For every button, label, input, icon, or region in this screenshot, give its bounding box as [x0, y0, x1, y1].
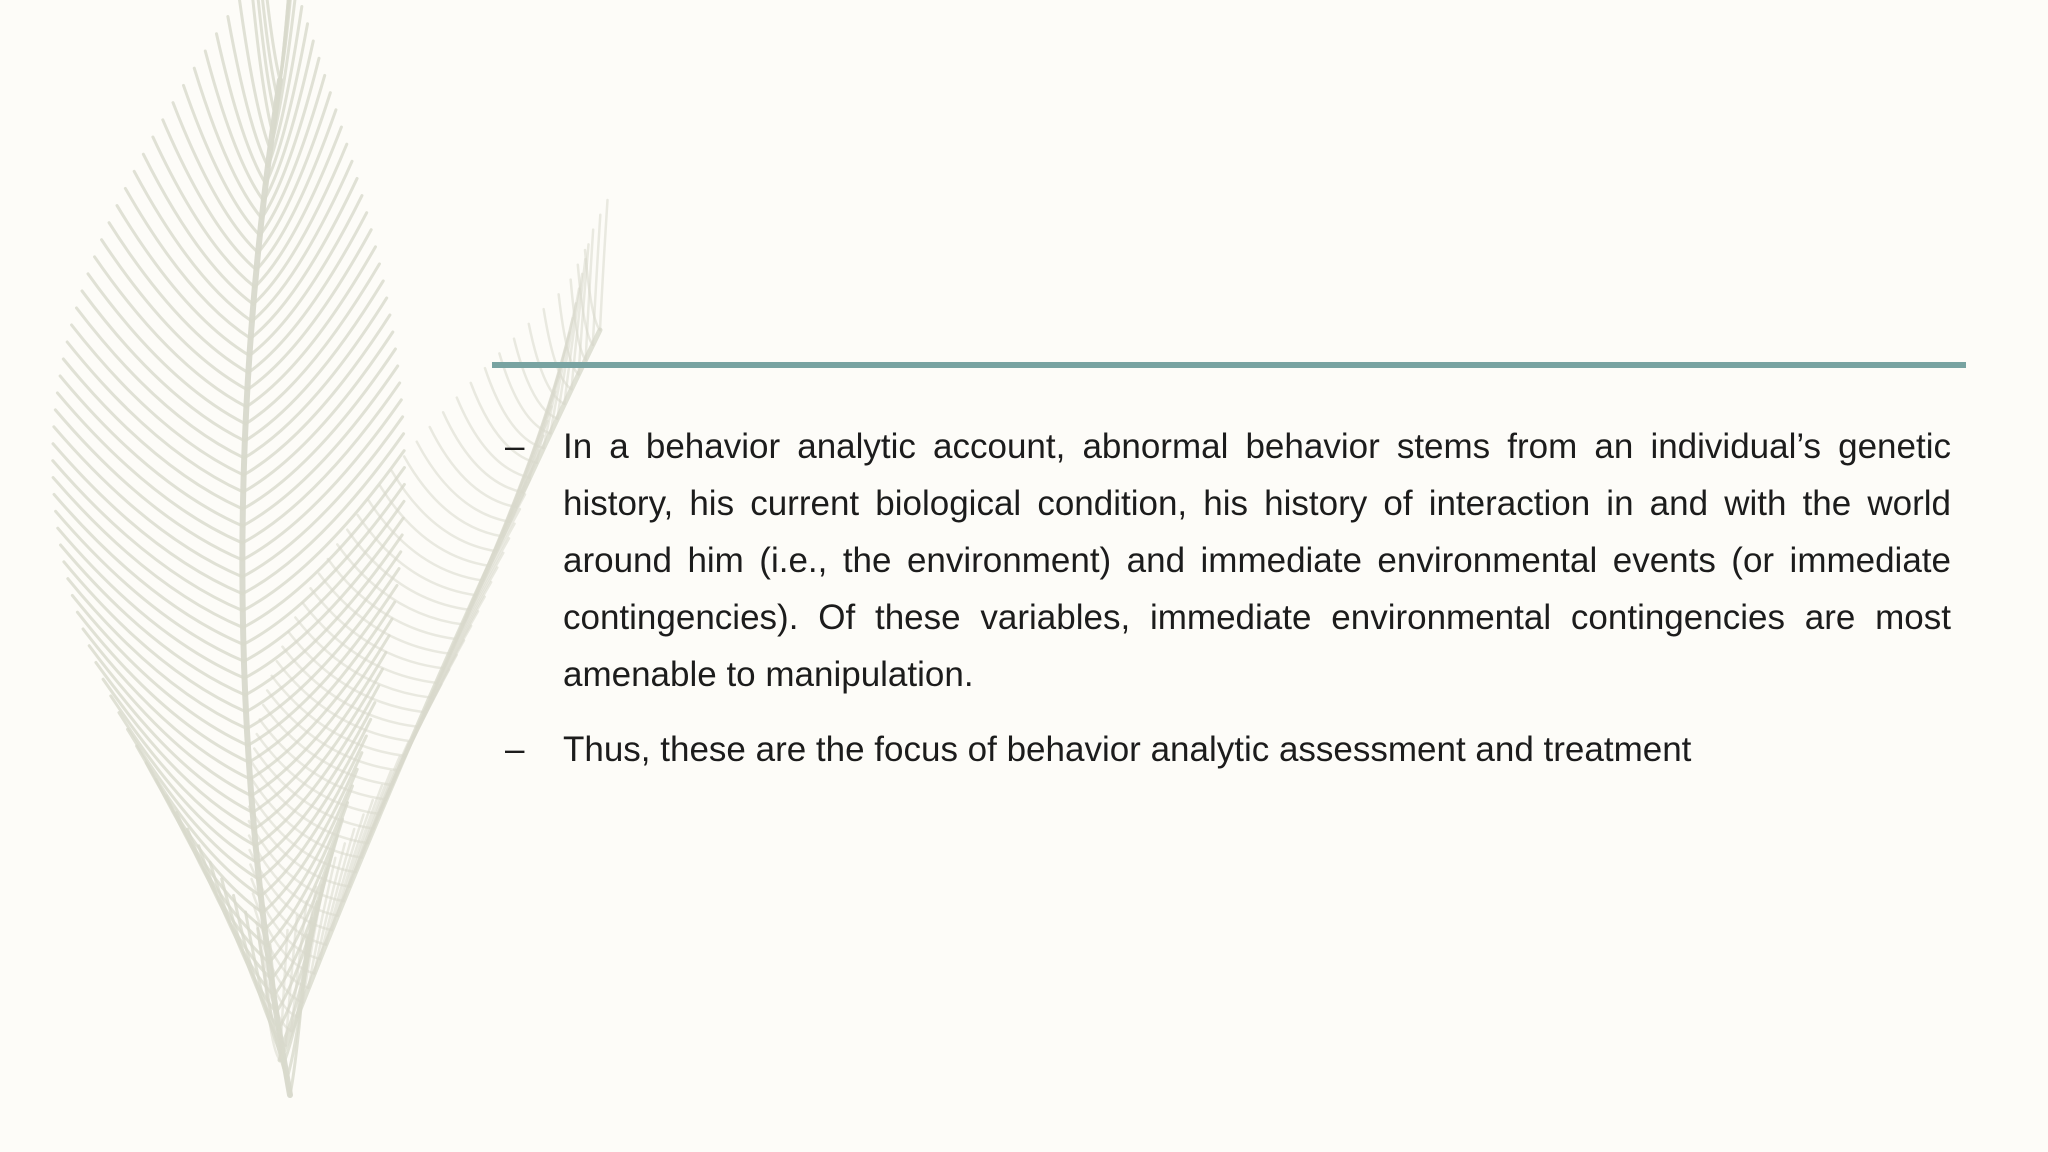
- title-divider: [492, 362, 1966, 368]
- bullet-item: [505, 418, 1951, 703]
- bullet-list: [505, 418, 1951, 796]
- bullet-marker: –: [505, 427, 525, 466]
- bullet-item: [505, 721, 1951, 778]
- bullet-marker: –: [505, 730, 525, 769]
- bullet-text: In a behavior analytic account, abnormal behavior stems from an individual’s genetic history, his current biological condition, his history of interaction in and with the world around him (i.e., the environment) and immediate environmental events (or immediate contingencies). Of these variables, immediate environmental contingencies are most amenable to manipulation.: [563, 427, 1951, 694]
- bullet-text: Thus, these are the focus of behavior analytic assessment and treatment: [563, 730, 1692, 769]
